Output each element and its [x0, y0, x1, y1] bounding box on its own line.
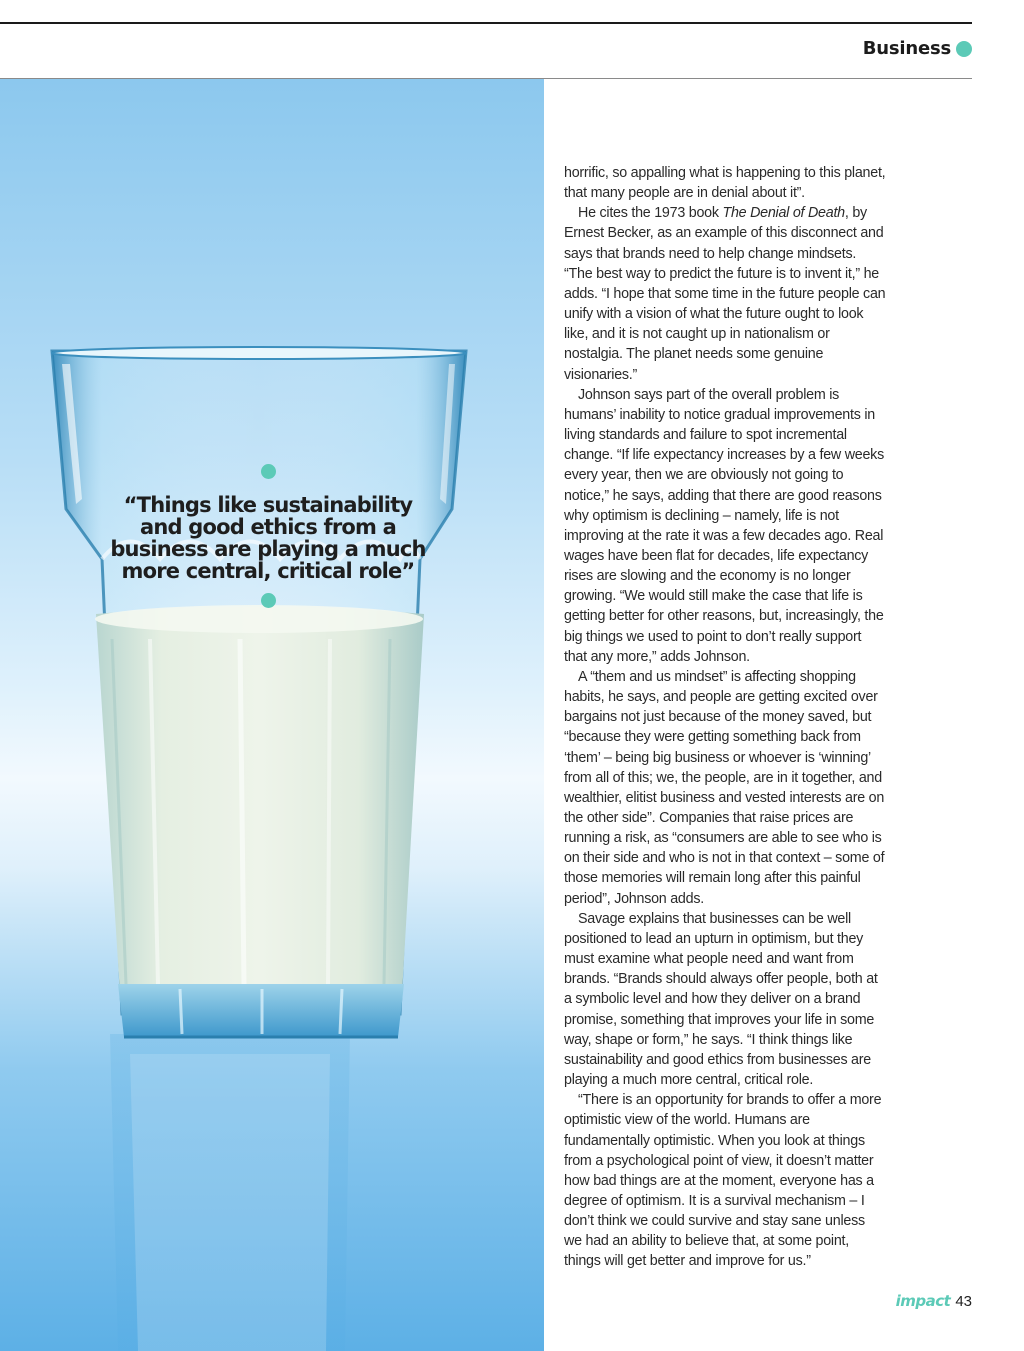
article-paragraph-1: horrific, so appalling what is happening to this planet, that many people are in denial about it”.	[564, 165, 886, 202]
pull-quote-text: “Things like sustainability and good ethics from a business are playing a much more central, critical role”	[110, 493, 426, 583]
article-paragraph-5: Savage explains that businesses can be well positioned to lead an upturn in optimism, but they must examine what people need and want from brands. “Brands should always offer people, both at a symbolic level and how they deliver on a brand promise, something that improves your life in some way, shape or form,” he says. “I think things like sustainability and good ethics from businesses are playing a much more central, critical role.	[564, 910, 878, 1089]
section-label	[863, 38, 972, 59]
article-paragraph-6: “There is an opportunity for brands to offer a more optimistic view of the world. Humans are fundamentally optimistic. When you look at things from a psychological point of view, it doesn’t matter how bad things are at the moment, everyone has a degree of optimism. It is a survival mechanism – I don’t think we could survive and stay sane unless we had an ability to believe that, at some point, things will get better and improve for us.”	[564, 1092, 882, 1270]
milk-glass-illustration	[0, 79, 544, 1351]
book-title: The Denial of Death	[722, 205, 845, 222]
article-paragraph-2	[564, 203, 886, 384]
quote-top-dot-icon	[261, 464, 276, 479]
article-paragraph-3: Johnson says part of the overall problem is humans’ inability to notice gradual improvements in living standards and failure to spot incremental change. “If life expectancy increases by a few weeks every year, then we are obviously not going to notice,” he says, adding that there are good reasons why optimism is declining – namely, life is not improving at the rate it was a few decades ago. Real wages have been flat for decades, life expectancy rises are slowing and the economy is no longer growing. “We would still make the case that life is getting better for other reasons, but, increasingly, the big things we used to point to don’t really support that any more,” adds Johnson.	[564, 386, 884, 665]
magazine-logo: impact	[895, 1292, 951, 1310]
article-body	[564, 163, 886, 1272]
paragraph-2-lead: He cites the 1973 book	[578, 205, 723, 222]
paragraph-2-rest: , by Ernest Becker, as an example of this disconnect and says that brands need to help change mindsets. “The best way to predict the future is to invent it,” he adds. “I hope that some time in the future people can unify with a vision of what the future ought to look like, and it is not caught up in nationalism or nostalgia. The planet needs some genuine visionaries.”	[564, 205, 886, 383]
quote-bottom-dot-icon	[261, 593, 276, 608]
article-paragraph-4: A “them and us mindset” is affecting shopping habits, he says, and people are getting excited over bargains not just because of the money saved, but “because they were getting something back from ‘them’ – being big business or whoever is ‘winning’ from all of this; we, the people, are in it together, and wealthier, elitist business and vested interests are on the other side”. Companies that raise prices are running a risk, as “consumers are able to see who is on their side and who is not in that context – some of those memories will remain long after this painful period”, Johnson adds.	[564, 668, 885, 907]
page-footer	[896, 1292, 972, 1310]
section-title: Business	[862, 38, 951, 59]
section-dot-icon	[956, 41, 972, 57]
page-number: 43	[955, 1293, 972, 1310]
milk-glass-photo	[0, 79, 544, 1351]
top-rule	[0, 22, 972, 24]
pull-quote	[110, 464, 426, 613]
